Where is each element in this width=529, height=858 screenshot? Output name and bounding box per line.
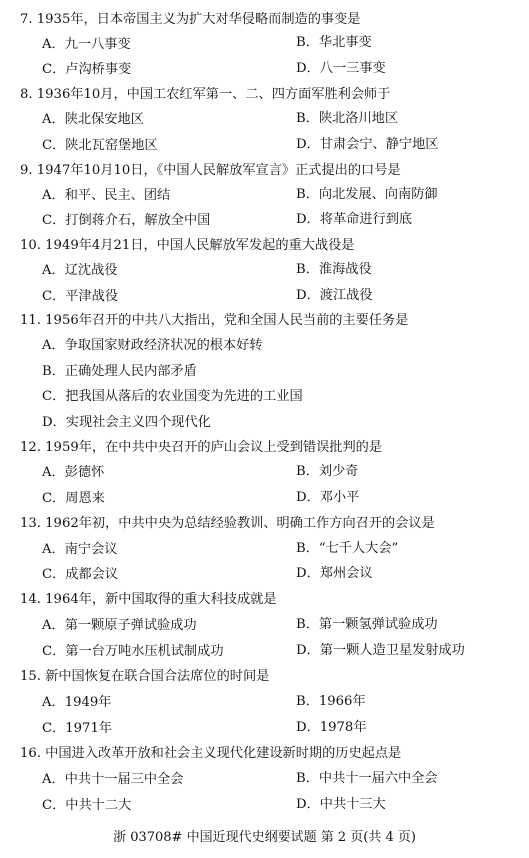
- option-b: B．淮海战役: [296, 262, 372, 277]
- option-c: C．第一台万吨水压机试制成功: [42, 644, 224, 659]
- question-stem: 12. 1959年，在中共中央召开的庐山会议上受到错误批判的是: [20, 440, 383, 455]
- option-d: D．甘肃会宁、静宁地区: [296, 137, 439, 152]
- option-c: C．卢沟桥事变: [42, 62, 132, 77]
- option-c: C．1971年: [42, 721, 113, 736]
- option-c: C．平津战役: [42, 289, 119, 304]
- option-a: A．第一颗原子弹试验成功: [42, 618, 197, 633]
- question-stem: 11. 1956年召开的中共八大指出，党和全国人民当前的主要任务是: [20, 313, 409, 328]
- option-d: D．将革命进行到底: [296, 212, 413, 227]
- option-b: B．刘少奇: [296, 464, 359, 479]
- option-a: A．中共十一届三中全会: [42, 772, 184, 787]
- option-b: B．华北事变: [296, 35, 372, 50]
- option-a: A．彭德怀: [42, 465, 105, 480]
- option-b: B．正确处理人民内部矛盾: [42, 364, 197, 379]
- option-a: A．陕北保安地区: [42, 112, 144, 127]
- option-d: D．渡江战役: [296, 288, 373, 303]
- question-stem: 7. 1935年，日本帝国主义为扩大对华侵略而制造的事变是: [20, 12, 361, 27]
- question-stem: 15. 新中国恢复在联合国合法席位的时间是: [20, 669, 270, 684]
- option-c: C．成都会议: [42, 567, 119, 582]
- question-stem: 9. 1947年10月10日，《中国人民解放军宣言》正式提出的口号是: [20, 163, 401, 178]
- option-d: D．1978年: [296, 720, 367, 735]
- option-b: B．第一颗氢弹试验成功: [296, 617, 438, 632]
- option-c: C．陕北瓦窑堡地区: [42, 138, 158, 153]
- option-b: B．“七千人大会”: [296, 541, 399, 556]
- question-stem: 14. 1964年，新中国取得的重大科技成就是: [20, 592, 277, 607]
- question-stem: 10. 1949年4月21日，中国人民解放军发起的重大战役是: [20, 238, 355, 253]
- page-footer: 浙 03708# 中国近现代史纲要试题 第 2 页(共 4 页): [113, 830, 416, 845]
- option-c: C．周恩来: [42, 491, 105, 506]
- option-a: A．辽沈战役: [42, 263, 118, 278]
- option-b: B．向北发展、向南防御: [296, 187, 438, 202]
- question-stem: 13. 1962年初，中共中央为总结经验教训、明确工作方向召开的会议是: [20, 516, 435, 531]
- option-b: B．陕北洛川地区: [296, 111, 399, 126]
- option-a: A．和平、民主、团结: [42, 188, 171, 203]
- option-d: D．实现社会主义四个现代化: [42, 415, 211, 430]
- option-a: A．1949年: [42, 695, 112, 710]
- question-stem: 16. 中国进入改革开放和社会主义现代化建设新时期的历史起点是: [20, 746, 402, 761]
- option-d: D．中共十三大: [296, 797, 386, 812]
- option-c: C．把我国从落后的农业国变为先进的工业国: [42, 389, 303, 404]
- option-a: A．争取国家财政经济状况的根本好转: [42, 338, 263, 353]
- question-stem: 8. 1936年10月，中国工农红军第一、二、四方面军胜利会师于: [20, 87, 391, 102]
- option-c: C．中共十二大: [42, 798, 132, 813]
- option-b: B．中共十一届六中全会: [296, 771, 438, 786]
- option-a: A．南宁会议: [42, 542, 118, 557]
- option-b: B．1966年: [296, 694, 366, 709]
- option-d: D．邓小平: [296, 490, 360, 505]
- option-a: A．九一八事变: [42, 37, 131, 52]
- option-d: D．郑州会议: [296, 566, 373, 581]
- option-d: D．第一颗人造卫星发射成功: [296, 643, 465, 658]
- option-c: C．打倒蒋介石，解放全中国: [42, 213, 211, 228]
- option-d: D．八一三事变: [296, 61, 386, 76]
